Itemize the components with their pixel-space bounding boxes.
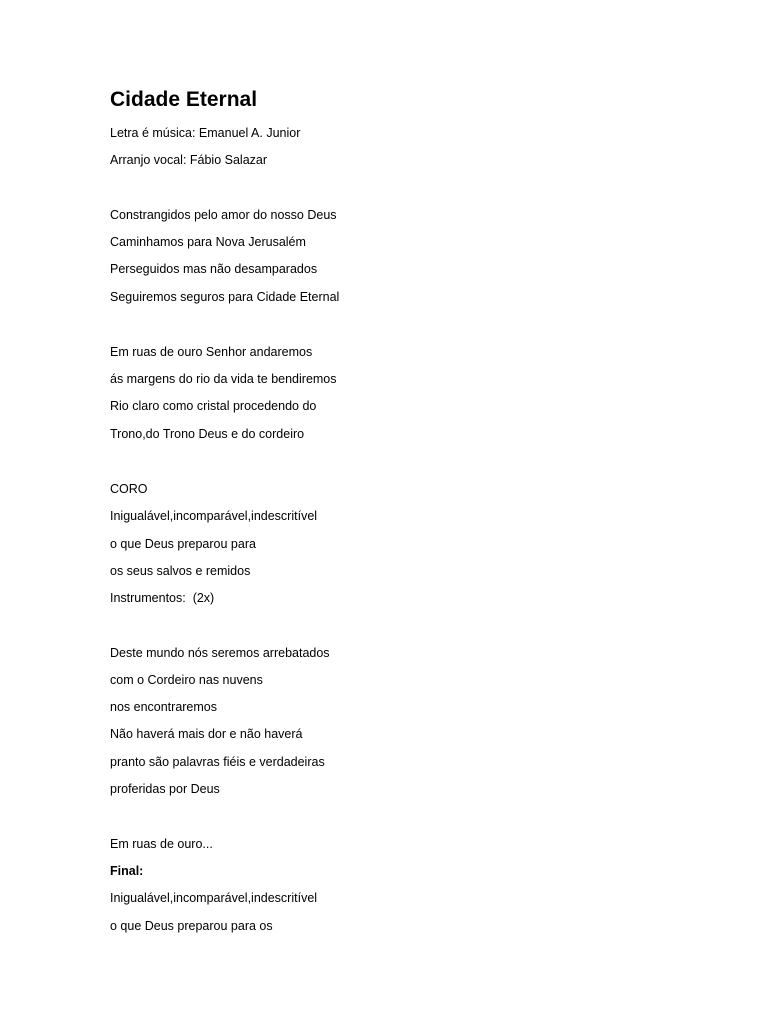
verse2-line: Trono,do Trono Deus e do cordeiro (110, 427, 305, 441)
verse3-line: pranto são palavras fiéis e verdadeiras (110, 755, 325, 769)
chorus-heading: CORO (110, 482, 148, 496)
verse1-line: Caminhamos para Nova Jerusalém (110, 235, 306, 249)
final-line: Inigualável,incomparável,indescritível (110, 891, 318, 905)
credit-lyrics-music: Letra é música: Emanuel A. Junior (110, 126, 301, 140)
chorus-line: o que Deus preparou para (110, 537, 256, 551)
verse3-line: Não haverá mais dor e não haverá (110, 727, 303, 741)
verse3-line: com o Cordeiro nas nuvens (110, 673, 263, 687)
verse2-line: Em ruas de ouro Senhor andaremos (110, 345, 313, 359)
verse3-line: Deste mundo nós seremos arrebatados (110, 646, 330, 660)
song-title: Cidade Eternal (110, 88, 258, 111)
verse2-line: Rio claro como cristal procedendo do (110, 399, 317, 413)
reprise-line: Em ruas de ouro... (110, 837, 213, 851)
instruments-line (110, 590, 214, 606)
credit-vocal-arrangement: Arranjo vocal: Fábio Salazar (110, 153, 268, 167)
verse1-line: Constrangidos pelo amor do nosso Deus (110, 208, 337, 222)
instruments-label: Instrumentos: (110, 591, 186, 605)
verse3-line: nos encontraremos (110, 700, 218, 714)
final-label: Final: (110, 864, 144, 878)
instruments-repeat: (2x) (192, 591, 215, 605)
verse1-line: Perseguidos mas não desamparados (110, 262, 318, 276)
chorus-line: Inigualável,incomparável,indescritível (110, 509, 318, 523)
verse3-line: proferidas por Deus (110, 782, 220, 796)
verse1-line: Seguiremos seguros para Cidade Eternal (110, 290, 340, 304)
final-line: o que Deus preparou para os (110, 919, 273, 933)
chorus-line: os seus salvos e remidos (110, 564, 251, 578)
verse2-line: ás margens do rio da vida te bendiremos (110, 372, 337, 386)
